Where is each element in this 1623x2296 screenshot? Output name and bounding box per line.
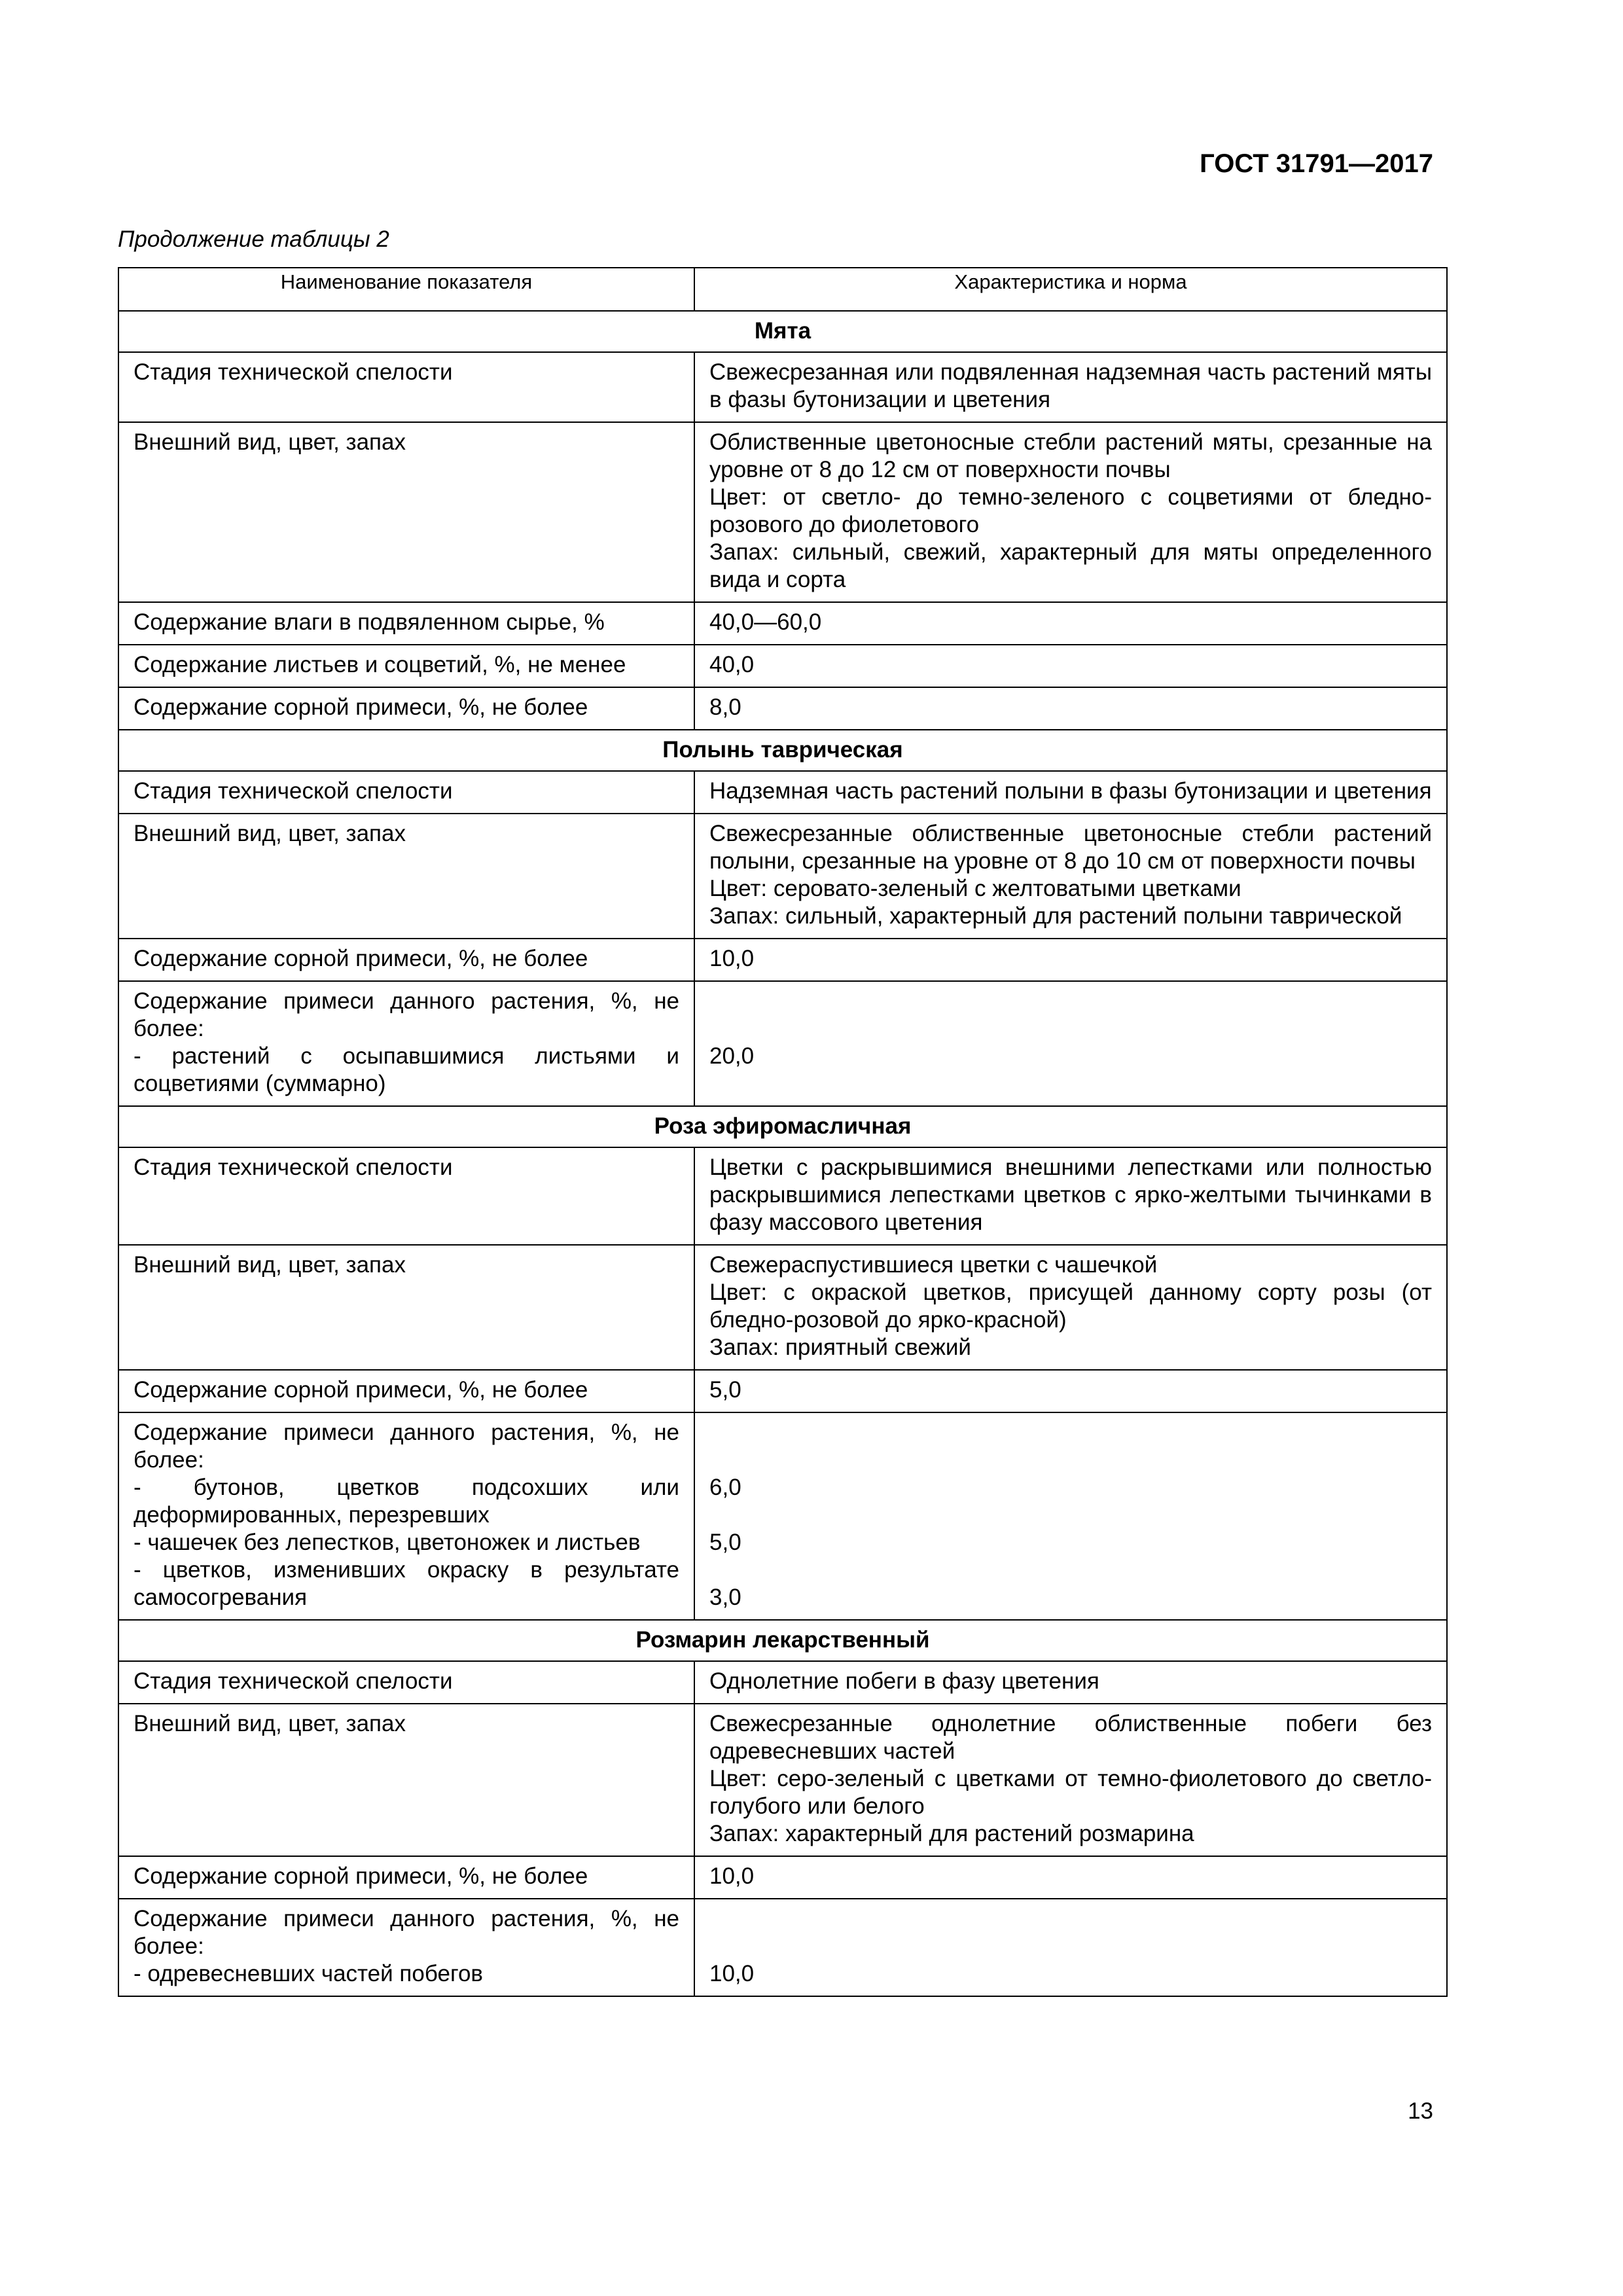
norm-cell bbox=[694, 814, 1447, 939]
table-caption: Продолжение таблицы 2 bbox=[118, 226, 389, 252]
norm-cell-line: Цвет: от светло- до темно-зеленого с соцветиями от бледно-розового до фиолетового bbox=[709, 484, 1432, 537]
indicator-cell-line: Стадия технической спелости bbox=[134, 778, 453, 804]
section-title: Мята bbox=[118, 311, 1447, 352]
norm-cell-line: 10,0 bbox=[709, 1961, 755, 1986]
norm-cell-line: Запах: сильный, свежий, характерный для мяты определенного вида и сорта bbox=[709, 539, 1432, 592]
norm-cell bbox=[694, 602, 1447, 645]
indicator-cell-line: Стадия технической спелости bbox=[134, 1155, 453, 1180]
norm-cell-line: Цвет: с окраской цветков, присущей данному сорту розы (от бледно-розовой до ярко-красной) bbox=[709, 1280, 1432, 1333]
indicator-cell bbox=[118, 981, 694, 1106]
document-code: ГОСТ 31791—2017 bbox=[1200, 149, 1433, 178]
norm-cell bbox=[694, 352, 1447, 422]
table-row bbox=[118, 352, 1447, 422]
norm-cell bbox=[694, 1704, 1447, 1856]
norm-cell bbox=[694, 687, 1447, 730]
indicator-cell-line: - растений с осыпавшимися листьями и соцветиями (суммарно) bbox=[134, 1043, 679, 1096]
norm-cell-line: Свежесрезанные облиственные цветоносные стебли растений полыни, срезанные на уровне от 8 до 10 см от поверхности почвы bbox=[709, 821, 1432, 874]
indicator-cell bbox=[118, 602, 694, 645]
table-row bbox=[118, 1245, 1447, 1370]
indicator-cell-line: - одревесневших частей побегов bbox=[134, 1961, 484, 1986]
norm-cell-line: 10,0 bbox=[709, 946, 755, 971]
indicator-cell bbox=[118, 1412, 694, 1620]
column-header-norm: Характеристика и норма bbox=[694, 268, 1447, 311]
norm-cell-line bbox=[709, 1446, 1432, 1474]
indicator-cell-line: Содержание примеси данного растения, %, не более: bbox=[134, 1906, 679, 1959]
norm-cell bbox=[694, 645, 1447, 687]
indicator-cell-line: Внешний вид, цвет, запах bbox=[134, 429, 406, 455]
table-row bbox=[118, 1661, 1447, 1704]
norm-cell bbox=[694, 422, 1447, 602]
indicator-cell bbox=[118, 422, 694, 602]
norm-cell bbox=[694, 1147, 1447, 1245]
indicator-cell bbox=[118, 1147, 694, 1245]
table-row bbox=[118, 645, 1447, 687]
section-title: Роза эфиромасличная bbox=[118, 1106, 1447, 1147]
table-row bbox=[118, 939, 1447, 981]
norm-cell-line: 20,0 bbox=[709, 1043, 755, 1069]
indicator-cell-line: Внешний вид, цвет, запах bbox=[134, 1252, 406, 1278]
indicator-cell bbox=[118, 814, 694, 939]
table-row bbox=[118, 771, 1447, 814]
norm-cell-line: Надземная часть растений полыни в фазы бутонизации и цветения bbox=[709, 778, 1432, 804]
norm-cell-line: Цвет: серо-зеленый с цветками от темно-фиолетового до светло-голубого или белого bbox=[709, 1766, 1432, 1819]
norm-cell bbox=[694, 771, 1447, 814]
table-row bbox=[118, 981, 1447, 1106]
norm-cell bbox=[694, 1856, 1447, 1899]
indicator-cell-line: Содержание листьев и соцветий, %, не менее bbox=[134, 652, 626, 677]
norm-cell-line: 40,0—60,0 bbox=[709, 609, 822, 635]
norm-cell-line bbox=[709, 1501, 1432, 1529]
indicator-cell-line: Внешний вид, цвет, запах bbox=[134, 1711, 406, 1736]
indicator-cell bbox=[118, 1899, 694, 1996]
indicator-cell bbox=[118, 939, 694, 981]
indicator-cell bbox=[118, 771, 694, 814]
indicator-cell bbox=[118, 1245, 694, 1370]
norm-cell-line bbox=[709, 988, 1432, 1015]
indicator-cell bbox=[118, 1661, 694, 1704]
column-header-indicator: Наименование показателя bbox=[118, 268, 694, 311]
norm-cell-line: Облиственные цветоносные стебли растений мяты, срезанные на уровне от 8 до 12 см от поверхности почвы bbox=[709, 429, 1432, 482]
norm-cell-line: 3,0 bbox=[709, 1585, 741, 1610]
norm-cell bbox=[694, 1899, 1447, 1996]
indicator-cell-line: Содержание сорной примеси, %, не более bbox=[134, 946, 588, 971]
table-row bbox=[118, 1412, 1447, 1620]
indicator-cell-line: - бутонов, цветков подсохших или деформированных, перезревших bbox=[134, 1475, 679, 1528]
indicator-cell bbox=[118, 1370, 694, 1412]
table-row bbox=[118, 814, 1447, 939]
table-row bbox=[118, 422, 1447, 602]
norm-cell-line bbox=[709, 1933, 1432, 1960]
norm-cell-line bbox=[709, 1556, 1432, 1584]
norm-cell-line: Свежесрезанная или подвяленная надземная часть растений мяты в фазы бутонизации и цветения bbox=[709, 359, 1432, 412]
norm-cell-line: Свежесрезанные однолетние облиственные побеги без одревесневших частей bbox=[709, 1711, 1432, 1764]
norm-cell-line: Цветки с раскрывшимися внешними лепестками или полностью раскрывшимися лепестками цветков с ярко-желтыми тычинками в фазу массового цветения bbox=[709, 1155, 1432, 1235]
indicator-cell-line: Содержание сорной примеси, %, не более bbox=[134, 1863, 588, 1889]
norm-cell-line: 6,0 bbox=[709, 1475, 741, 1500]
indicator-cell-line: Стадия технической спелости bbox=[134, 1668, 453, 1694]
page-number: 13 bbox=[1408, 2098, 1433, 2124]
norm-cell bbox=[694, 1245, 1447, 1370]
indicator-cell-line: Содержание примеси данного растения, %, не более: bbox=[134, 988, 679, 1041]
table-row bbox=[118, 1147, 1447, 1245]
indicator-cell bbox=[118, 1704, 694, 1856]
indicator-cell-line: Содержание сорной примеси, %, не более bbox=[134, 1377, 588, 1403]
table-row bbox=[118, 1704, 1447, 1856]
indicator-cell-line: - цветков, изменивших окраску в результате самосогревания bbox=[134, 1557, 679, 1610]
norm-cell bbox=[694, 981, 1447, 1106]
indicator-cell-line: - чашечек без лепестков, цветоножек и листьев bbox=[134, 1530, 641, 1555]
table-row bbox=[118, 1856, 1447, 1899]
norm-cell-line bbox=[709, 1419, 1432, 1446]
norm-cell-line: 5,0 bbox=[709, 1530, 741, 1555]
indicators-table bbox=[118, 267, 1448, 1997]
table-body bbox=[118, 311, 1447, 1996]
norm-cell-line: 5,0 bbox=[709, 1377, 741, 1403]
table-row bbox=[118, 687, 1447, 730]
norm-cell-line: Запах: характерный для растений розмарина bbox=[709, 1821, 1194, 1846]
norm-cell-line bbox=[709, 1905, 1432, 1933]
norm-cell-line: Запах: приятный свежий bbox=[709, 1335, 971, 1360]
table-row bbox=[118, 1370, 1447, 1412]
norm-cell-line: Однолетние побеги в фазу цветения bbox=[709, 1668, 1099, 1694]
norm-cell-line bbox=[709, 1015, 1432, 1043]
norm-cell bbox=[694, 1661, 1447, 1704]
indicator-cell-line: Стадия технической спелости bbox=[134, 359, 453, 385]
indicator-cell bbox=[118, 687, 694, 730]
norm-cell-line: Цвет: серовато-зеленый с желтоватыми цветками bbox=[709, 876, 1241, 901]
indicator-cell-line: Содержание сорной примеси, %, не более bbox=[134, 694, 588, 720]
norm-cell-line: 10,0 bbox=[709, 1863, 755, 1889]
indicator-cell-line: Содержание влаги в подвяленном сырье, % bbox=[134, 609, 605, 635]
table-row bbox=[118, 602, 1447, 645]
norm-cell bbox=[694, 1370, 1447, 1412]
section-row-rosemary bbox=[118, 1620, 1447, 1661]
section-title: Розмарин лекарственный bbox=[118, 1620, 1447, 1661]
indicator-cell bbox=[118, 645, 694, 687]
table-header-row bbox=[118, 268, 1447, 311]
indicator-cell-line: Содержание примеси данного растения, %, не более: bbox=[134, 1420, 679, 1473]
section-row-rose bbox=[118, 1106, 1447, 1147]
indicator-cell bbox=[118, 352, 694, 422]
norm-cell-line: 40,0 bbox=[709, 652, 755, 677]
indicator-cell bbox=[118, 1856, 694, 1899]
norm-cell-line: Свежераспустившиеся цветки с чашечкой bbox=[709, 1252, 1158, 1278]
norm-cell-line: Запах: сильный, характерный для растений полыни таврической bbox=[709, 903, 1402, 929]
table-row bbox=[118, 1899, 1447, 1996]
norm-cell-line: 8,0 bbox=[709, 694, 741, 720]
section-title: Полынь таврическая bbox=[118, 730, 1447, 771]
norm-cell bbox=[694, 939, 1447, 981]
section-row-wormwood bbox=[118, 730, 1447, 771]
section-row-mint bbox=[118, 311, 1447, 352]
norm-cell bbox=[694, 1412, 1447, 1620]
indicator-cell-line: Внешний вид, цвет, запах bbox=[134, 821, 406, 846]
